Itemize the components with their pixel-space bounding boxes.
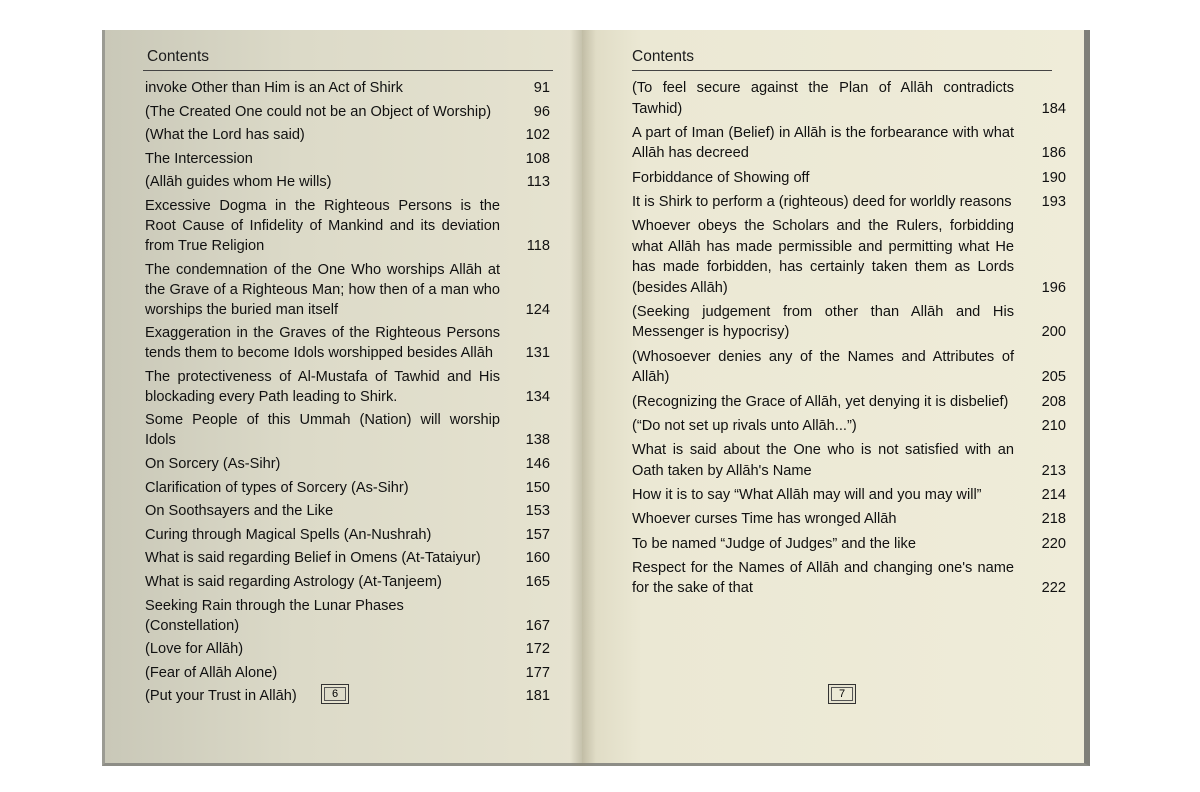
toc-entry-page: 160 <box>525 550 550 567</box>
toc-entry-title: The condemnation of the One Who worships Allāh at the Grave of a Righteous Man; how then of a man who worships the buried man itself <box>145 261 500 318</box>
header-rule <box>143 70 553 71</box>
toc-entry-page: 91 <box>533 80 550 96</box>
toc-entry-title: It is Shirk to perform a (righteous) deed for worldly reasons <box>632 193 1012 210</box>
open-book <box>102 30 1098 770</box>
toc-entry-page: 157 <box>525 526 550 543</box>
toc-entry[interactable] <box>632 440 1066 481</box>
toc-entry[interactable] <box>145 548 550 568</box>
toc-entry[interactable] <box>145 525 550 545</box>
toc-entry[interactable] <box>632 485 1066 506</box>
toc-entry[interactable] <box>145 196 550 256</box>
toc-entry[interactable] <box>145 323 550 363</box>
toc-entry-page: 131 <box>525 345 550 362</box>
toc-entry-title: To be named “Judge of Judges” and the like <box>632 535 916 552</box>
toc-entry-title: (Recognizing the Grace of Allāh, yet denying it is disbelief) <box>632 393 1009 410</box>
toc-entry-page: 181 <box>525 688 550 705</box>
left-page <box>102 30 582 766</box>
toc-entry-title: What is said regarding Belief in Omens (At-Tataiyur) <box>145 550 481 567</box>
toc-entry-page: 196 <box>1041 279 1066 296</box>
toc-entry[interactable] <box>145 260 550 320</box>
page-number-box: 7 <box>828 684 856 704</box>
toc-entry-page: 124 <box>525 301 550 318</box>
toc-entry-page: 165 <box>525 573 550 590</box>
toc-entry-title: (Put your Trust in Allāh) <box>145 688 297 705</box>
toc-entry[interactable] <box>145 172 550 192</box>
table-of-contents <box>632 78 1066 603</box>
toc-entry-title: Whoever obeys the Scholars and the Rulers, forbidding what Allāh has made permissible and permitting what He has made forbidden, has certainly taken them as Lords (besides Allāh) <box>632 218 1014 296</box>
toc-entry-page: 218 <box>1041 511 1066 528</box>
toc-entry-title: (Whosoever denies any of the Names and Attributes of Allāh) <box>632 348 1014 386</box>
toc-entry-title: Curing through Magical Spells (An-Nushrah) <box>145 526 432 543</box>
toc-entry-page: 184 <box>1041 100 1066 117</box>
page-header: Contents <box>147 48 210 65</box>
toc-entry-page: 150 <box>525 479 550 496</box>
toc-entry-title: (Fear of Allāh Alone) <box>145 664 278 681</box>
toc-entry-page: 118 <box>526 237 550 254</box>
toc-entry-title: invoke Other than Him is an Act of Shirk <box>145 80 403 96</box>
toc-entry[interactable] <box>145 367 550 407</box>
toc-entry-page: 220 <box>1041 535 1066 552</box>
toc-entry-title: Clarification of types of Sorcery (As-Sihr) <box>145 479 409 496</box>
toc-entry-title: (Allāh guides whom He wills) <box>145 174 332 191</box>
toc-entry-title: Forbiddance of Showing off <box>632 169 810 186</box>
toc-entry-page: 96 <box>533 103 550 120</box>
toc-entry-title: Some People of this Ummah (Nation) will worship Idols <box>145 412 500 449</box>
toc-entry-page: 210 <box>1041 417 1066 434</box>
toc-entry[interactable] <box>632 392 1066 413</box>
toc-entry-title: How it is to say “What Allāh may will and you may will” <box>632 486 982 503</box>
toc-entry[interactable] <box>632 509 1066 530</box>
toc-entry[interactable] <box>632 534 1066 555</box>
toc-entry[interactable] <box>632 302 1066 343</box>
page-number-box: 6 <box>321 684 349 704</box>
toc-entry-page: 190 <box>1041 169 1066 186</box>
toc-entry-title: Respect for the Names of Allāh and changing one's name for the sake of that <box>632 559 1014 597</box>
toc-entry[interactable] <box>145 149 550 169</box>
toc-entry-page: 193 <box>1041 193 1066 210</box>
toc-entry-title: Excessive Dogma in the Righteous Persons is the Root Cause of Infidelity of Mankind and its deviation from True Religion <box>145 197 500 254</box>
toc-entry-page: 113 <box>526 174 550 191</box>
toc-entry-title: On Sorcery (As-Sihr) <box>145 455 281 472</box>
toc-entry[interactable] <box>145 125 550 145</box>
toc-entry[interactable] <box>145 410 550 450</box>
toc-entry[interactable] <box>145 639 550 659</box>
toc-entry-page: 167 <box>525 617 550 634</box>
page-header: Contents <box>632 48 695 65</box>
toc-entry[interactable] <box>632 216 1066 298</box>
toc-entry[interactable] <box>632 192 1066 213</box>
toc-entry[interactable] <box>145 454 550 474</box>
toc-entry[interactable] <box>632 123 1066 164</box>
toc-entry[interactable] <box>145 78 550 98</box>
toc-entry-page: 213 <box>1041 462 1066 479</box>
toc-entry-title: What is said regarding Astrology (At-Tanjeem) <box>145 573 442 590</box>
toc-entry-page: 102 <box>525 127 550 144</box>
toc-entry-page: 214 <box>1041 486 1066 503</box>
right-page <box>582 30 1090 766</box>
toc-entry-page: 205 <box>1041 369 1066 386</box>
toc-entry-title: On Soothsayers and the Like <box>145 503 334 520</box>
toc-entry-page: 177 <box>525 664 550 681</box>
toc-entry-page: 222 <box>1041 580 1066 597</box>
toc-entry-page: 153 <box>525 503 550 520</box>
toc-entry-title: (To feel secure against the Plan of Allāh contradicts Tawhid) <box>632 80 1014 117</box>
toc-entry-title: The protectiveness of Al-Mustafa of Tawhid and His blockading every Path leading to Shirk. <box>145 368 500 405</box>
toc-entry-page: 200 <box>1041 324 1066 341</box>
toc-entry-title: Whoever curses Time has wronged Allāh <box>632 511 897 528</box>
toc-entry[interactable] <box>632 558 1066 599</box>
toc-entry-title: The Intercession <box>145 150 253 167</box>
toc-entry[interactable] <box>145 102 550 122</box>
toc-entry-title: Exaggeration in the Graves of the Righteous Persons tends them to become Idols worshipped besides Allāh <box>145 325 500 362</box>
toc-entry[interactable] <box>632 416 1066 437</box>
toc-entry-title: Seeking Rain through the Lunar Phases (Constellation) <box>145 597 404 634</box>
toc-entry-page: 172 <box>525 641 550 658</box>
toc-entry-title: A part of Iman (Belief) in Allāh is the forbearance with what Allāh has decreed <box>632 124 1014 162</box>
toc-entry-page: 108 <box>525 150 550 167</box>
toc-entry-page: 134 <box>525 388 550 405</box>
toc-entry-page: 208 <box>1041 393 1066 410</box>
toc-entry-page: 186 <box>1041 145 1066 162</box>
toc-entry-title: (The Created One could not be an Object of Worship) <box>145 103 492 120</box>
toc-entry-title: (“Do not set up rivals unto Allāh...”) <box>632 417 857 434</box>
table-of-contents <box>145 78 550 710</box>
toc-entry-page: 146 <box>525 455 550 472</box>
toc-entry[interactable] <box>145 663 550 683</box>
toc-entry-page: 138 <box>525 432 550 449</box>
toc-entry-title: (Love for Allāh) <box>145 641 244 658</box>
toc-entry-title: (Seeking judgement from other than Allāh and His Messenger is hypocrisy) <box>632 303 1014 341</box>
toc-entry-title: What is said about the One who is not satisfied with an Oath taken by Allāh's Name <box>632 442 1014 479</box>
header-rule <box>632 70 1052 71</box>
toc-entry[interactable] <box>632 168 1066 189</box>
toc-entry-title: (What the Lord has said) <box>145 127 305 144</box>
toc-entry[interactable] <box>145 572 550 592</box>
toc-entry[interactable] <box>632 78 1066 119</box>
toc-entry[interactable] <box>145 501 550 521</box>
toc-entry[interactable] <box>145 478 550 498</box>
toc-entry[interactable] <box>145 596 550 636</box>
toc-entry[interactable] <box>632 347 1066 388</box>
